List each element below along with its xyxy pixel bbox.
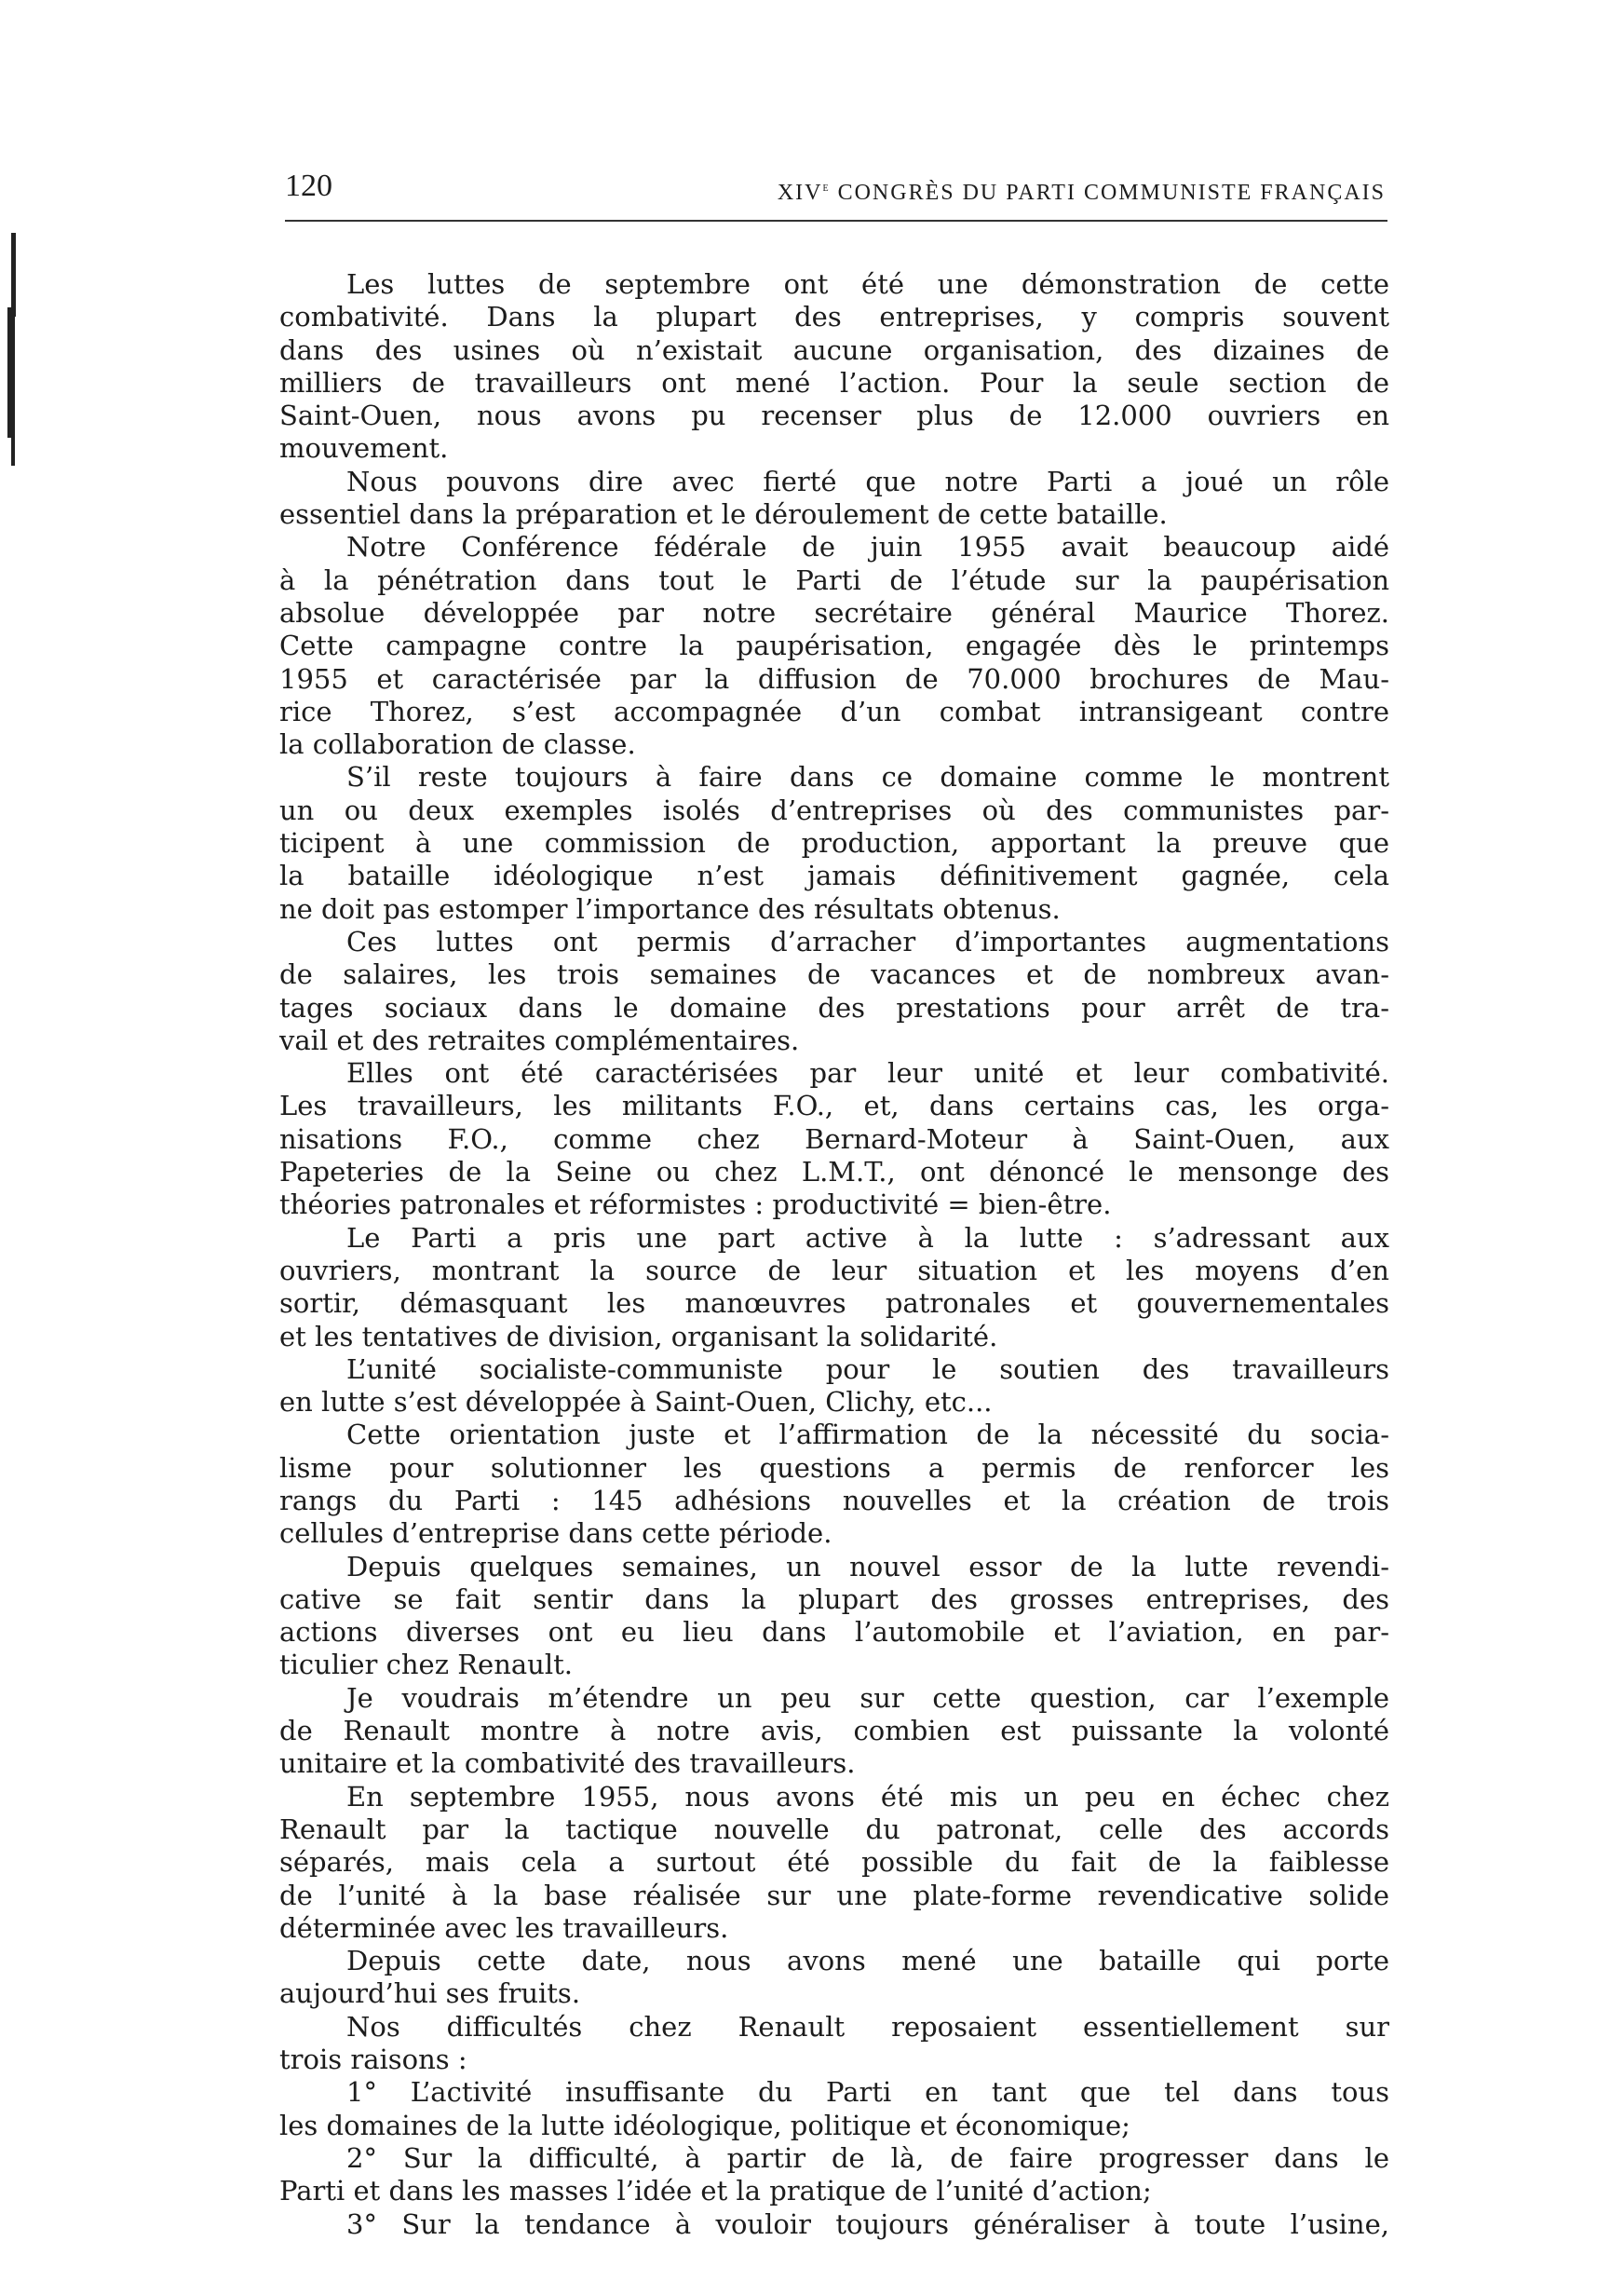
text-line: Nous pouvons dire avec fierté que notre Parti a joué un rôle [346, 465, 1389, 497]
text-line: les domaines de la lutte idéologique, politique et économique; [279, 2109, 1130, 2141]
text-line: ne doit pas estomper l’importance des résultats obtenus. [279, 892, 1061, 925]
text-line: vail et des retraites complémentaires. [279, 1024, 800, 1056]
text-line: nisations F.O., comme chez Bernard-Moteur à Saint-Ouen, aux [279, 1122, 1389, 1155]
text-line: Notre Conférence fédérale de juin 1955 avait beaucoup aidé [346, 531, 1389, 564]
text-line: Nos difficultés chez Renault reposaient essentiellement sur [346, 2010, 1389, 2043]
text-line: de salaires, les trois semaines de vacances et de nombreux avan- [279, 958, 1389, 991]
text-line: un ou deux exemples isolés d’entreprises où des communistes par- [279, 794, 1389, 826]
text-line: cellules d’entreprise dans cette période. [279, 1517, 832, 1550]
body-text [279, 268, 1389, 2241]
text-line: 1955 et caractérisée par la diffusion de 70.000 brochures de Mau- [279, 662, 1389, 695]
text-line: Je voudrais m’étendre un peu sur cette question, car l’exemple [346, 1681, 1389, 1714]
text-line: absolue développée par notre secrétaire général Maurice Thorez. [279, 596, 1389, 629]
text-line: Depuis cette date, nous avons mené une bataille qui porte [346, 1945, 1389, 1977]
text-line: En septembre 1955, nous avons été mis un peu en échec chez [346, 1780, 1389, 1813]
text-line: unitaire et la combativité des travailleurs. [279, 1747, 856, 1780]
text-line: Saint-Ouen, nous avons pu recenser plus de 12.000 ouvriers en [279, 400, 1389, 432]
header-rule [285, 220, 1387, 222]
text-line: Cette orientation juste et l’affirmation de la nécessité du socia- [346, 1419, 1389, 1451]
text-line: L’unité socialiste-communiste pour le soutien des travailleurs [346, 1352, 1389, 1385]
text-line: Cette campagne contre la paupérisation, engagée dès le printemps [279, 630, 1389, 662]
text-line: cative se fait sentir dans la plupart des grosses entreprises, des [279, 1582, 1389, 1615]
text-line: trois raisons : [279, 2044, 467, 2076]
scan-margin-mark [11, 233, 16, 317]
text-line: ticulier chez Renault. [279, 1649, 574, 1681]
text-line: Parti et dans les masses l’idée et la pratique de l’unité d’action; [279, 2175, 1152, 2207]
text-line: séparés, mais cela a surtout été possible du fait de la faiblesse [279, 1846, 1389, 1879]
page-header [285, 166, 1386, 207]
running-head [778, 170, 1386, 211]
text-line: Depuis quelques semaines, un nouvel essor de la lutte revendi- [346, 1550, 1389, 1582]
scan-margin-mark [7, 307, 15, 438]
text-line: de Renault montre à notre avis, combien est puissante la volonté [279, 1715, 1389, 1747]
text-line: S’il reste toujours à faire dans ce domaine comme le montrent [346, 761, 1389, 794]
text-line: de l’unité à la base réalisée sur une plate-forme revendicative solide [279, 1879, 1389, 1911]
text-line: dans des usines où n’existait aucune organisation, des dizaines de [279, 333, 1389, 366]
text-line: actions diverses ont eu lieu dans l’automobile et l’aviation, en par- [279, 1616, 1389, 1649]
text-line: la bataille idéologique n’est jamais définitivement gagnée, cela [279, 860, 1389, 892]
running-head-superscript: e [822, 181, 831, 195]
text-line: et les tentatives de division, organisant la solidarité. [279, 1320, 998, 1352]
running-head-prefix: XIV [777, 181, 823, 205]
text-line: aujourd’hui ses fruits. [279, 1977, 581, 2010]
text-line: théories patronales et réformistes : productivité = bien-être. [279, 1188, 1112, 1221]
text-line: rangs du Parti : 145 adhésions nouvelles et la création de trois [279, 1484, 1389, 1516]
text-line: la collaboration de classe. [279, 728, 636, 761]
text-line: à la pénétration dans tout le Parti de l’étude sur la paupérisation [279, 564, 1389, 596]
text-line: mouvement. [279, 432, 449, 465]
page-number: 120 [285, 169, 332, 203]
text-line: tages sociaux dans le domaine des prestations pour arrêt de tra- [279, 991, 1389, 1024]
text-line: Les travailleurs, les militants F.O., et, dans certains cas, les orga- [279, 1090, 1389, 1122]
running-head-title: CONGRÈS DU PARTI COMMUNISTE FRANÇAIS [830, 181, 1386, 205]
text-line: Ces luttes ont permis d’arracher d’importantes augmentations [346, 925, 1389, 957]
text-line: Renault par la tactique nouvelle du patronat, celle des accords [279, 1813, 1389, 1845]
text-line: sortir, démasquant les manœuvres patronales et gouvernementales [279, 1287, 1389, 1320]
text-line: 2° Sur la difficulté, à partir de là, de faire progresser dans le [346, 2141, 1389, 2174]
text-line: milliers de travailleurs ont mené l’action. Pour la seule section de [279, 366, 1389, 399]
text-line: déterminée avec les travailleurs. [279, 1911, 729, 1944]
text-line: ouvriers, montrant la source de leur situation et les moyens d’en [279, 1254, 1389, 1286]
scan-margin-mark [11, 438, 15, 466]
text-line: Elles ont été caractérisées par leur unité et leur combativité. [346, 1057, 1389, 1090]
text-line: 1° L’activité insuffisante du Parti en tant que tel dans tous [346, 2076, 1389, 2109]
text-line: essentiel dans la préparation et le déroulement de cette bataille. [279, 498, 1168, 531]
text-line: Les luttes de septembre ont été une démonstration de cette [346, 268, 1389, 300]
text-line: 3° Sur la tendance à vouloir toujours généraliser à toute l’usine, [346, 2207, 1389, 2240]
text-line: combativité. Dans la plupart des entreprises, y compris souvent [279, 301, 1389, 333]
text-line: Papeteries de la Seine ou chez L.M.T., ont dénoncé le mensonge des [279, 1156, 1389, 1188]
text-line: ticipent à une commission de production, apportant la preuve que [279, 827, 1389, 860]
text-line: lisme pour solutionner les questions a permis de renforcer les [279, 1451, 1389, 1484]
text-line: en lutte s’est développée à Saint-Ouen, Clichy, etc... [279, 1386, 993, 1419]
text-line: rice Thorez, s’est accompagnée d’un combat intransigeant contre [279, 695, 1389, 727]
text-line: Le Parti a pris une part active à la lutte : s’adressant aux [346, 1221, 1389, 1254]
